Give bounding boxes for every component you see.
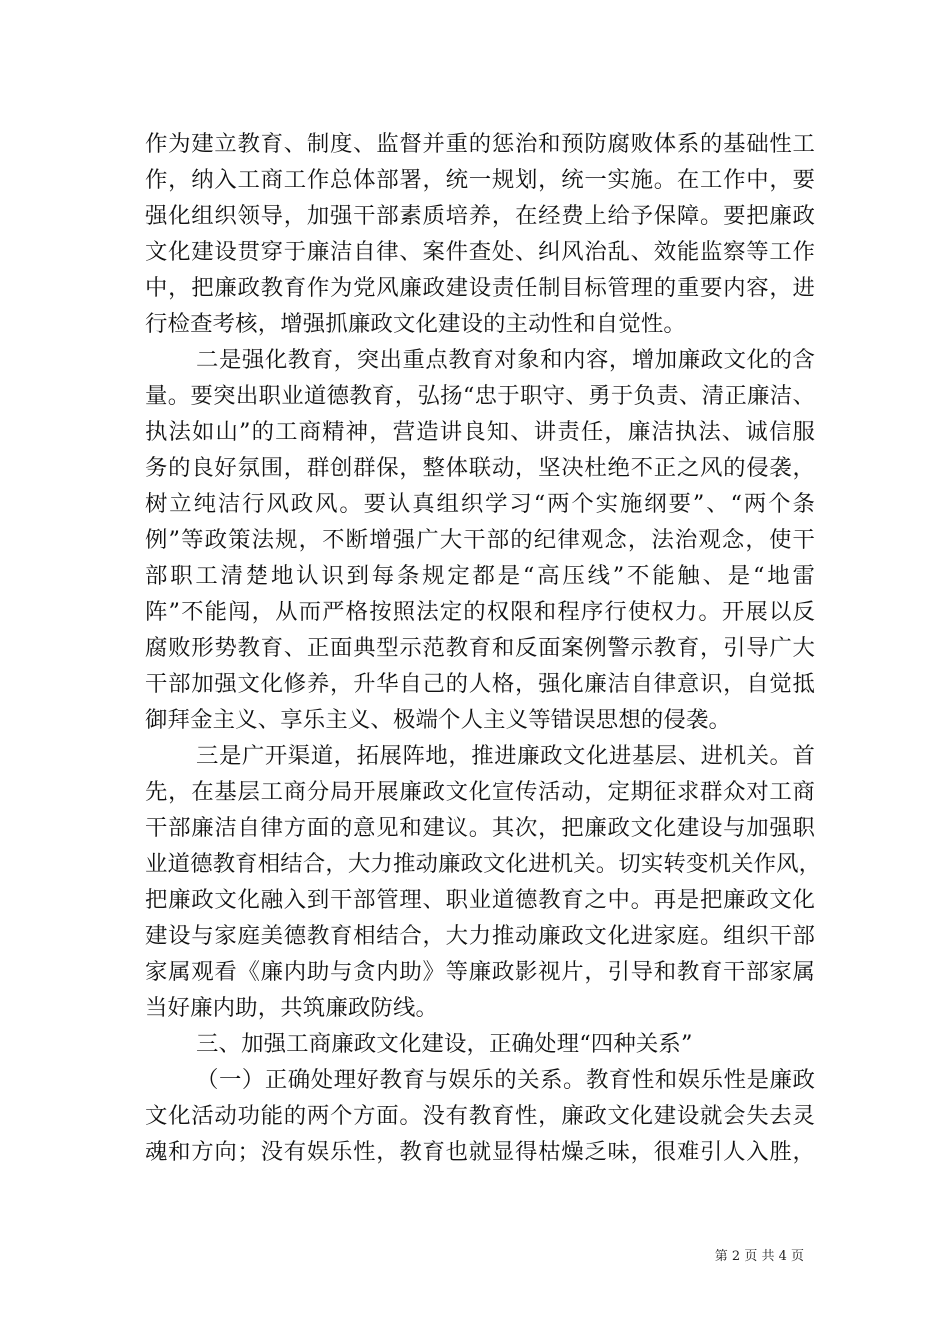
paragraph-5	[145, 1062, 815, 1170]
text-line: 三是广开渠道，拓展阵地，推进廉政文化进基层、进机关。首	[196, 743, 815, 769]
text-line: 行检查考核，增强抓廉政文化建设的主动性和自觉性。	[145, 311, 686, 337]
paragraph-2	[145, 342, 815, 738]
text-line: 御拜金主义、享乐主义、极端个人主义等错误思想的侵袭。	[145, 707, 732, 733]
text-line: 执法如山”的工商精神，营造讲良知、讲责任，廉洁执法、诚信服	[145, 419, 815, 445]
text-line: 文化建设贯穿于廉洁自律、案件查处、纠风治乱、效能监察等工作	[145, 239, 815, 265]
text-line: （一）正确处理好教育与娱乐的关系。教育性和娱乐性是廉政	[196, 1067, 815, 1093]
text-line: 三、加强工商廉政文化建设，正确处理“四种关系”	[196, 1031, 693, 1057]
text-line: 务的良好氛围，群创群保，整体联动，坚决杜绝不正之风的侵袭，	[145, 455, 815, 481]
text-line: 量。要突出职业道德教育，弘扬“忠于职守、勇于负责、清正廉洁、	[145, 383, 815, 409]
text-line: 二是强化教育，突出重点教育对象和内容，增加廉政文化的含	[196, 347, 815, 373]
text-line: 当好廉内助，共筑廉政防线。	[145, 995, 439, 1021]
document-body	[145, 126, 822, 1170]
text-line: 作，纳入工商工作总体部署，统一规划，统一实施。在工作中，要	[145, 167, 815, 193]
page-number: 第 2 页 共 4 页	[714, 1249, 804, 1264]
text-line: 魂和方向；没有娱乐性，教育也就显得枯燥乏味，很难引人入胜，	[145, 1139, 815, 1165]
text-line: 业道德教育相结合，大力推动廉政文化进机关。切实转变机关作风，	[145, 851, 822, 877]
text-line: 家属观看《廉内助与贪内助》等廉政影视片，引导和教育干部家属	[145, 959, 815, 985]
paragraph-3	[145, 738, 822, 1026]
text-line: 文化活动功能的两个方面。没有教育性，廉政文化建设就会失去灵	[145, 1103, 815, 1129]
text-line: 例”等政策法规，不断增强广大干部的纪律观念，法治观念，使干	[145, 527, 815, 553]
section-heading	[145, 1026, 815, 1062]
text-line: 干部廉洁自律方面的意见和建议。其次，把廉政文化建设与加强职	[145, 815, 815, 841]
text-line: 部职工清楚地认识到每条规定都是“高压线”不能触、是“地雷	[145, 563, 815, 589]
text-line: 阵”不能闯，从而严格按照法定的权限和程序行使权力。开展以反	[145, 599, 815, 625]
text-line: 腐败形势教育、正面典型示范教育和反面案例警示教育，引导广大	[145, 635, 815, 661]
text-line: 树立纯洁行风政风。要认真组织学习“两个实施纲要”、“两个条	[145, 491, 815, 517]
text-line: 强化组织领导，加强干部素质培养，在经费上给予保障。要把廉政	[145, 203, 815, 229]
text-line: 建设与家庭美德教育相结合，大力推动廉政文化进家庭。组织干部	[145, 923, 815, 949]
text-line: 先，在基层工商分局开展廉政文化宣传活动，定期征求群众对工商	[145, 779, 815, 805]
paragraph-1	[145, 126, 815, 342]
text-line: 中，把廉政教育作为党风廉政建设责任制目标管理的重要内容，进	[145, 275, 815, 301]
text-line: 干部加强文化修养，升华自己的人格，强化廉洁自律意识，自觉抵	[145, 671, 815, 697]
text-line: 作为建立教育、制度、监督并重的惩治和预防腐败体系的基础性工	[145, 131, 815, 157]
text-line: 把廉政文化融入到干部管理、职业道德教育之中。再是把廉政文化	[145, 887, 815, 913]
